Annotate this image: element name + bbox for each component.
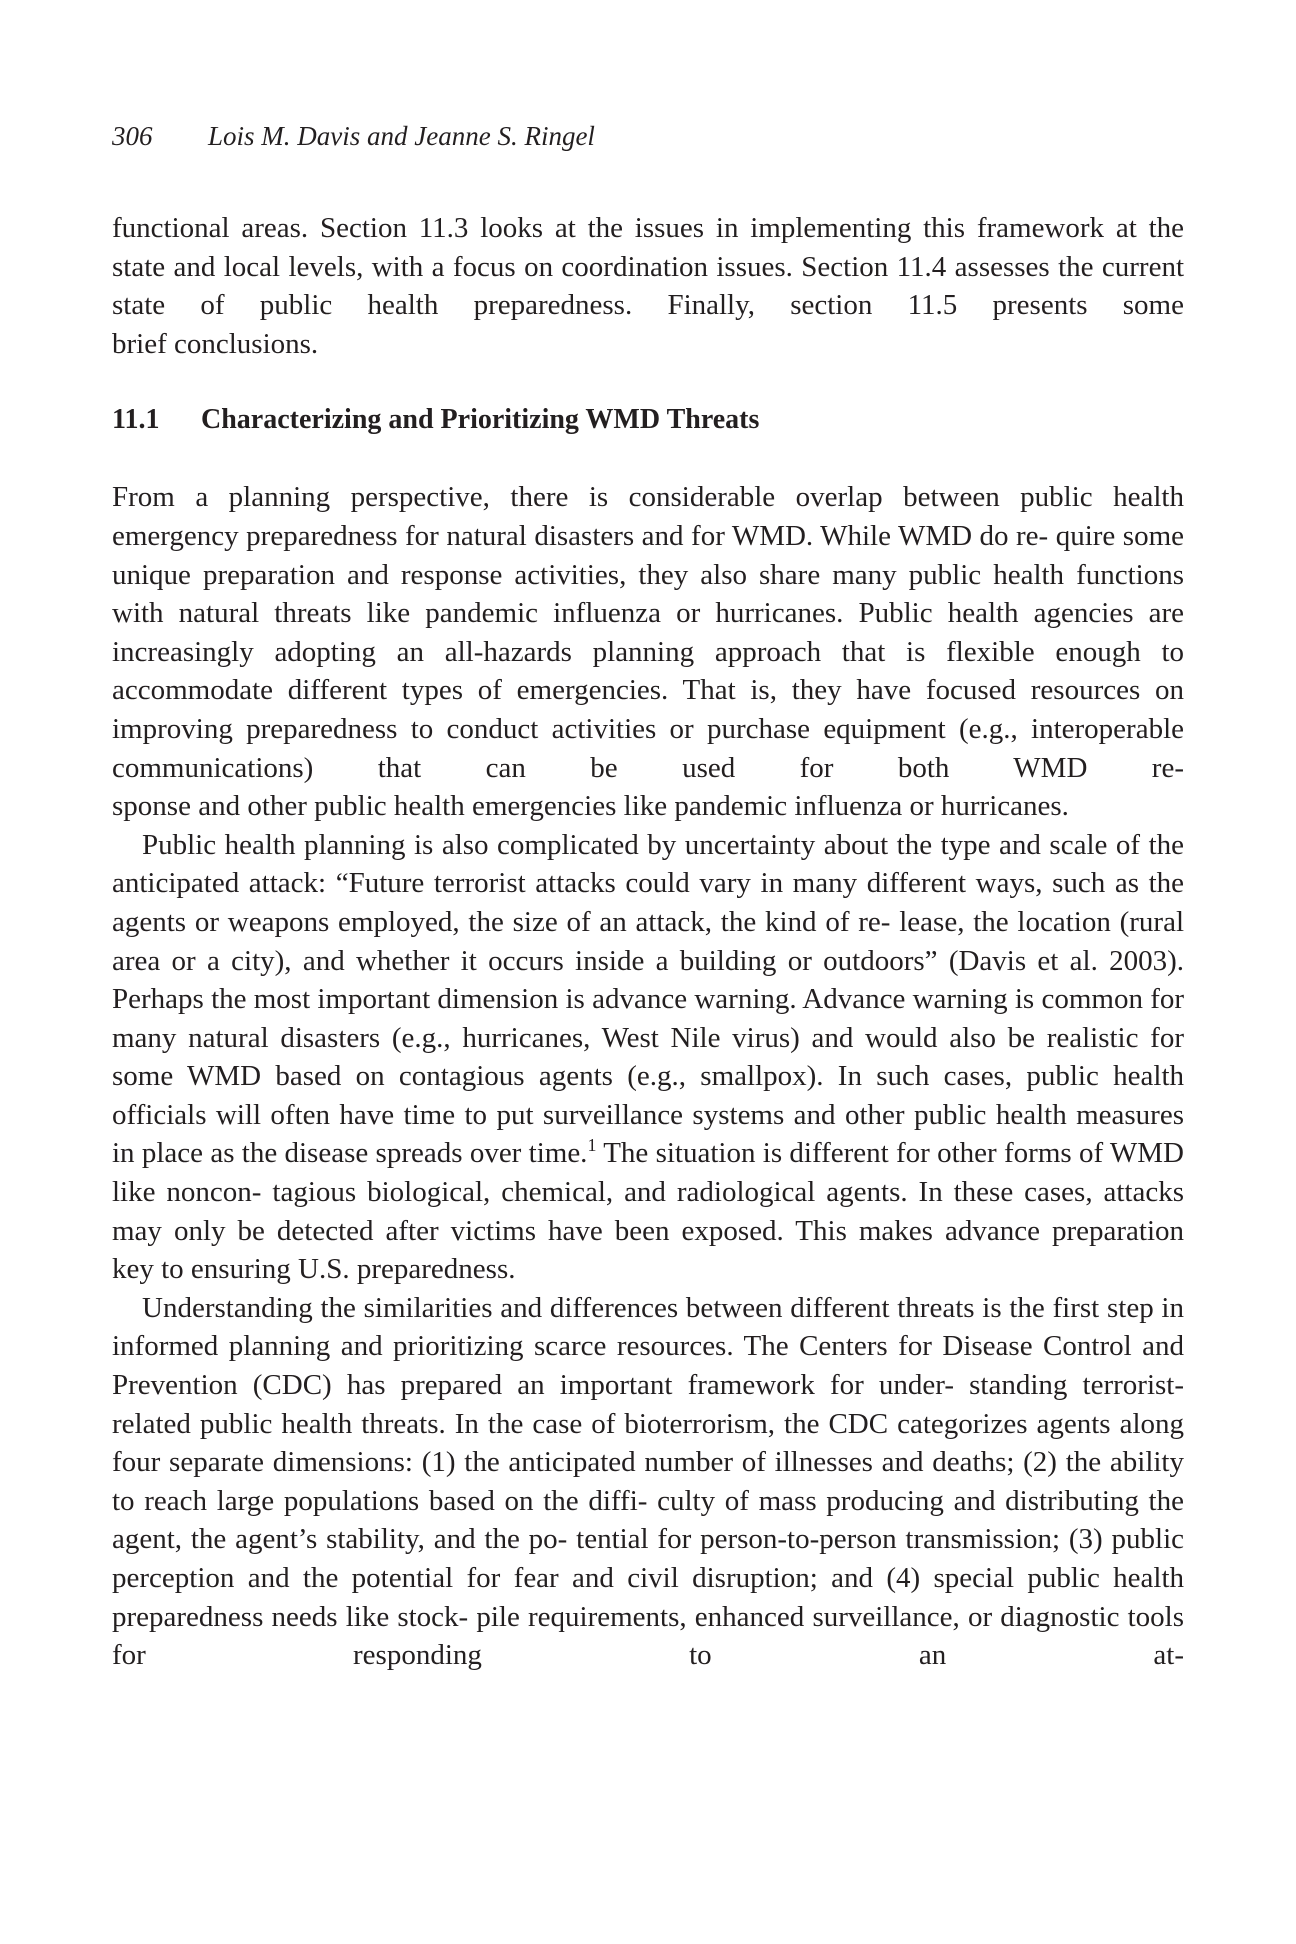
text-line: equipment (e.g., interoperable communications) that can be used for both WMD re-: [112, 712, 1185, 784]
running-head-authors: Lois M. Davis and Jeanne S. Ringel: [208, 121, 595, 151]
paragraph-2: [112, 826, 1184, 1251]
text-line: quire some unique preparation and response activities, they also share many public: [112, 519, 1185, 591]
text-line: From a planning perspective, there is considerable overlap between public health: [112, 481, 1184, 514]
text-line: sponse and other public health emergencies like pandemic influenza or hurricanes.: [112, 790, 1069, 823]
text-line: health functions with natural threats like pandemic influenza or hurricanes. Public: [112, 558, 1185, 630]
text-line: brief conclusions.: [112, 327, 319, 360]
text-line: The situation is different for other forms of WMD like noncon-: [112, 1137, 1184, 1209]
text-line: lease, the location (rural area or a city), and whether it occurs inside a building or: [112, 905, 1185, 977]
text-line: ways, such as the agents or weapons employed, the size of an attack, the kind of re-: [112, 867, 1185, 938]
text-line: tential for person-to-person transmission; (3) public perception and the potential for: [112, 1523, 1185, 1594]
text-line: focused resources on improving preparedness to conduct activities or purchase: [112, 674, 1184, 745]
paragraph-2-end: [112, 1250, 1184, 1289]
section-heading: [112, 401, 1184, 439]
text-line: Understanding the similarities and differences between different threats is the first: [142, 1291, 1100, 1324]
paragraph-1: [112, 478, 1184, 787]
text-line: only be detected after victims have been exposed. This makes advance preparation: [173, 1214, 1184, 1247]
text-line: of the anticipated attack: “Future terrorist attacks could vary in many different: [112, 828, 1184, 900]
running-head: [112, 118, 595, 154]
text-line: tagious biological, chemical, and radiological agents. In these cases, attacks may: [112, 1176, 1185, 1247]
text-line: of illnesses and deaths; (2) the ability to reach large populations based on the diffi-: [112, 1446, 1184, 1517]
text-line: put surveillance systems and other public health measures in place as the disease: [112, 1098, 1184, 1170]
text-line: Public health planning is also complicated by uncertainty about the type and scale: [142, 828, 1108, 861]
paragraph-3: [112, 1289, 1184, 1675]
intro-paragraph: [112, 209, 1184, 325]
text-line: flexible enough to accommodate different types of emergencies. That is, they have: [112, 635, 1185, 707]
text-line: health agencies are increasingly adopting an all-hazards planning approach that is: [112, 597, 1184, 668]
section-number: 11.1: [112, 404, 160, 436]
text-line: West Nile virus) and would also be realistic for some WMD based on contagious: [112, 1021, 1184, 1093]
paragraph-1-end: [112, 787, 1184, 826]
text-line: outdoors” (Davis et al. 2003). Perhaps the most important dimension is advance: [112, 944, 1185, 1016]
text-line: the state and local levels, with a focus on coordination issues. Section 11.4 assesses: [112, 212, 1184, 283]
text-line: the current state of public health preparedness. Finally, section 11.5 presents some: [112, 250, 1185, 322]
body-text: [112, 209, 1184, 1675]
text-line: CDC categorizes agents along four separate dimensions: (1) the anticipated number: [112, 1407, 1185, 1479]
text-line: key to ensuring U.S. preparedness.: [112, 1253, 516, 1286]
text-line: spreads over time.: [375, 1137, 588, 1170]
text-line: agents (e.g., smallpox). In such cases, public health officials will often have time to: [112, 1060, 1184, 1131]
section-title: Characterizing and Prioritizing WMD Threats: [201, 404, 760, 436]
text-line: step in informed planning and prioritizing scarce resources. The Centers for Disease: [112, 1291, 1184, 1363]
text-line: culty of mass producing and distributing the agent, the agent’s stability, and the po-: [112, 1484, 1184, 1556]
text-line: emergency preparedness for natural disasters and for WMD. While WMD do re-: [112, 519, 1049, 552]
page-number: 306: [112, 121, 153, 151]
text-line: fear and civil disruption; and (4) special public health preparedness needs like stock-: [112, 1562, 1185, 1633]
text-line: functional areas. Section 11.3 looks at the issues in implementing this framework at: [112, 212, 1137, 244]
text-line: pile requirements, enhanced surveillance, or diagnostic tools for responding to an at-: [112, 1600, 1185, 1672]
footnote-marker: 1: [587, 1135, 597, 1156]
intro-paragraph-end: [112, 325, 1184, 364]
text-line: standing terrorist-related public health threats. In the case of bioterrorism, the: [112, 1369, 1185, 1440]
text-line: warning. Advance warning is common for many natural disasters (e.g., hurricanes,: [112, 983, 1185, 1054]
text-line: Control and Prevention (CDC) has prepared an important framework for under-: [112, 1330, 1184, 1402]
